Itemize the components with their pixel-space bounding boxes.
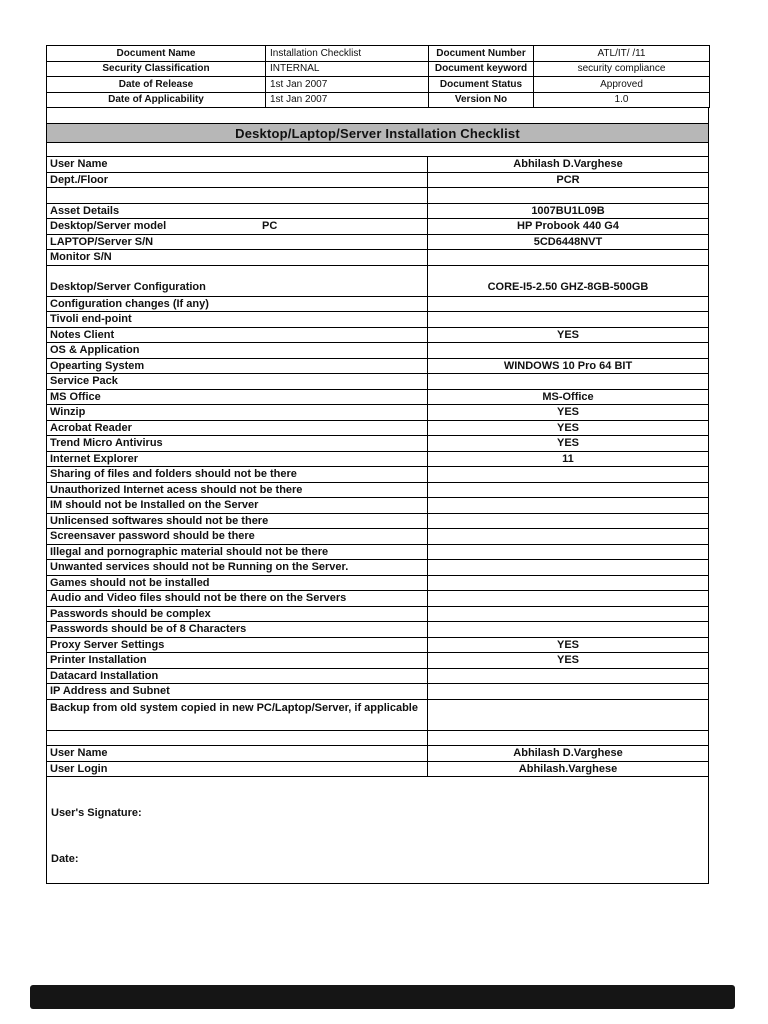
checklist-row — [47, 327, 708, 343]
header-cell-label: Date of Release — [47, 77, 266, 93]
row-label: User Name — [47, 157, 428, 172]
checklist-row — [47, 575, 708, 591]
row-label: Datacard Installation — [47, 669, 428, 684]
document-title-bar: Desktop/Laptop/Server Installation Checklist — [46, 123, 709, 143]
row-value — [428, 498, 708, 513]
checklist-row — [47, 606, 708, 622]
checklist-row — [47, 156, 708, 172]
row-value: 5CD6448NVT — [533, 235, 603, 248]
header-cell-label: Version No — [429, 92, 534, 108]
checklist-row — [47, 466, 708, 482]
row-value — [428, 545, 708, 560]
checklist-row — [47, 590, 708, 606]
row-value — [428, 560, 708, 575]
row-value: CORE-I5-2.50 GHZ-8GB-500GB — [487, 280, 649, 293]
row-label: Passwords should be of 8 Characters — [47, 622, 428, 637]
row-value — [428, 684, 708, 699]
header-cell-value: 1st Jan 2007 — [266, 92, 429, 108]
row-label: Tivoli end-point — [47, 312, 428, 327]
header-cell-value: Installation Checklist — [266, 46, 429, 62]
header-cell-label: Document Name — [47, 46, 266, 62]
row-value — [428, 591, 708, 606]
document-meta-table — [46, 45, 710, 108]
header-cell-value: 1.0 — [534, 92, 710, 108]
row-value — [428, 250, 708, 265]
checklist-row — [47, 637, 708, 653]
row-label — [47, 188, 428, 203]
checklist-row — [47, 668, 708, 684]
checklist-row — [47, 544, 708, 560]
header-cell-label: Document Status — [429, 77, 534, 93]
row-value — [428, 669, 708, 684]
row-value: 1007BU1L09B — [531, 204, 605, 217]
checklist-row — [47, 699, 708, 730]
spacer-row — [46, 143, 709, 156]
checklist-row — [47, 234, 708, 250]
row-label: User Name — [47, 746, 428, 761]
row-label: Proxy Server Settings — [47, 638, 428, 653]
row-value — [428, 467, 708, 482]
checklist-row — [47, 389, 708, 405]
row-value — [428, 343, 708, 358]
checklist-row — [47, 265, 708, 296]
checklist-row — [47, 218, 708, 234]
header-cell-label: Document Number — [429, 46, 534, 62]
row-label: Trend Micro Antivirus — [47, 436, 428, 451]
header-cell-value: Approved — [534, 77, 710, 93]
viewer-bottom-toolbar[interactable] — [30, 985, 735, 1009]
row-value: YES — [556, 654, 579, 667]
row-label: Service Pack — [47, 374, 428, 389]
row-value — [428, 297, 708, 312]
row-label: Asset Details — [47, 204, 428, 219]
row-label: Audio and Video files should not be there on the Servers — [47, 591, 428, 606]
row-label: Opearting System — [47, 359, 428, 374]
row-label: Unlicensed softwares should not be there — [47, 514, 428, 529]
checklist-row — [47, 559, 708, 575]
row-value: HP Probook 440 G4 — [517, 220, 619, 233]
checklist-row — [47, 404, 708, 420]
row-value: WINDOWS 10 Pro 64 BIT — [503, 359, 633, 372]
checklist-row — [47, 745, 708, 761]
spacer-row — [46, 108, 709, 123]
header-cell-value: INTERNAL — [266, 61, 429, 77]
header-cell-label: Date of Applicability — [47, 92, 266, 108]
row-label: Dept./Floor — [47, 173, 428, 188]
row-label: Monitor S/N — [47, 250, 428, 265]
checklist-row — [47, 451, 708, 467]
row-value: PCR — [556, 173, 580, 186]
header-cell-label: Security Classification — [47, 61, 266, 77]
signature-box — [46, 777, 709, 884]
checklist-table — [46, 156, 709, 777]
row-value — [428, 514, 708, 529]
row-value: YES — [556, 421, 579, 434]
row-value — [428, 731, 708, 746]
row-label: Notes Client — [47, 328, 428, 343]
row-label: Acrobat Reader — [47, 421, 428, 436]
row-value — [428, 188, 708, 203]
header-cell-value: security compliance — [534, 61, 710, 77]
row-label-text: Desktop/Server model — [50, 220, 167, 233]
checklist-row — [47, 358, 708, 374]
row-value — [428, 622, 708, 637]
row-value — [428, 483, 708, 498]
row-value: Abhilash.Varghese — [518, 762, 618, 775]
header-row — [47, 77, 710, 93]
row-value: YES — [556, 328, 579, 341]
checklist-row — [47, 683, 708, 699]
checklist-row — [47, 761, 708, 777]
row-value: 11 — [562, 452, 574, 465]
checklist-row — [47, 435, 708, 451]
header-cell-value: 1st Jan 2007 — [266, 77, 429, 93]
row-label: User Login — [47, 762, 428, 777]
row-value: MS-Office — [542, 390, 594, 403]
checklist-row — [47, 497, 708, 513]
row-value: Abhilash D.Varghese — [513, 158, 623, 171]
row-label: MS Office — [47, 390, 428, 405]
row-value: YES — [556, 437, 579, 450]
header-cell-label: Document keyword — [429, 61, 534, 77]
header-row — [47, 46, 710, 62]
row-label: Unwanted services should not be Running on the Server. — [47, 560, 428, 575]
row-inline-note: PC — [262, 220, 278, 233]
row-value — [428, 576, 708, 591]
checklist-row — [47, 652, 708, 668]
row-value — [428, 700, 708, 730]
checklist-row — [47, 420, 708, 436]
header-cell-value: ATL/IT/ /11 — [534, 46, 710, 62]
row-value — [428, 312, 708, 327]
header-row — [47, 92, 710, 108]
row-label: Configuration changes (If any) — [47, 297, 428, 312]
checklist-row — [47, 311, 708, 327]
checklist-row — [47, 342, 708, 358]
checklist-row — [47, 373, 708, 389]
checklist-row — [47, 296, 708, 312]
row-label: Passwords should be complex — [47, 607, 428, 622]
row-label: Games should not be installed — [47, 576, 428, 591]
row-label: OS & Application — [47, 343, 428, 358]
installation-checklist-document — [46, 45, 709, 884]
row-label: Screensaver password should be there — [47, 529, 428, 544]
row-label: Illegal and pornographic material should not be there — [47, 545, 428, 560]
user-signature-label: User's Signature: — [51, 807, 142, 819]
row-label: IP Address and Subnet — [47, 684, 428, 699]
row-label: Sharing of files and folders should not be there — [47, 467, 428, 482]
row-label — [47, 731, 428, 746]
row-value — [428, 529, 708, 544]
checklist-row — [47, 513, 708, 529]
row-label — [47, 219, 428, 234]
row-label: Unauthorized Internet acess should not be there — [47, 483, 428, 498]
checklist-row — [47, 249, 708, 265]
row-value — [428, 374, 708, 389]
row-label: Backup from old system copied in new PC/Laptop/Server, if applicable — [47, 700, 428, 730]
row-label: Printer Installation — [47, 653, 428, 668]
row-value — [428, 607, 708, 622]
checklist-row — [47, 482, 708, 498]
checklist-row — [47, 621, 708, 637]
date-label: Date: — [51, 853, 79, 865]
row-label: Internet Explorer — [47, 452, 428, 467]
checklist-row — [47, 730, 708, 746]
checklist-row — [47, 187, 708, 203]
row-label: LAPTOP/Server S/N — [47, 235, 428, 250]
row-value: YES — [556, 638, 579, 651]
checklist-row — [47, 203, 708, 219]
row-label: Desktop/Server Configuration — [47, 266, 428, 296]
header-row — [47, 61, 710, 77]
checklist-row — [47, 172, 708, 188]
row-value: Abhilash D.Varghese — [513, 747, 623, 760]
row-value: YES — [556, 406, 579, 419]
checklist-row — [47, 528, 708, 544]
row-label: IM should not be Installed on the Server — [47, 498, 428, 513]
row-label: Winzip — [47, 405, 428, 420]
